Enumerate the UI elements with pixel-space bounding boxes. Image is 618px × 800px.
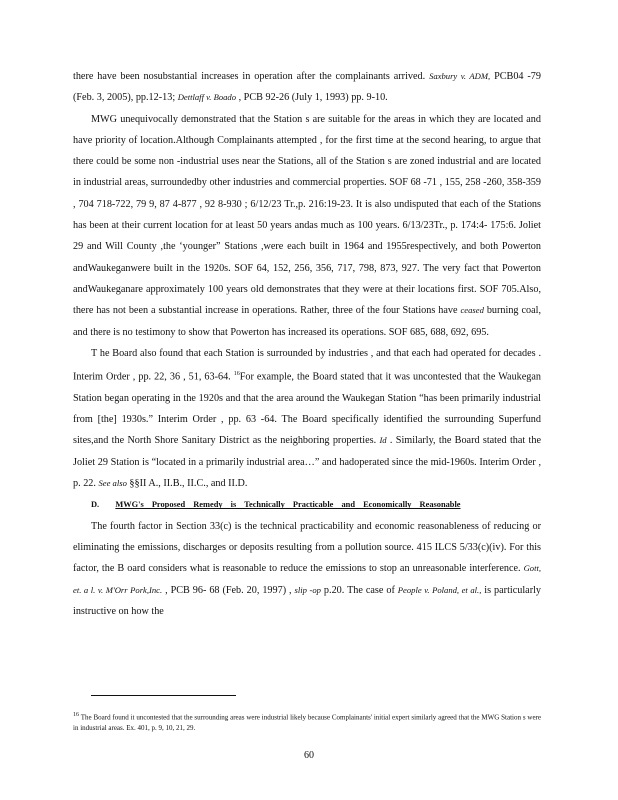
text-run: PCB04 -79 (Feb. 3, 2005), pp.12-13; bbox=[73, 71, 541, 104]
footnote-reference: 16 bbox=[233, 371, 240, 378]
case-citation: People v. Poland, et al., bbox=[397, 584, 482, 595]
footnote-text: The Board found it uncontested that the surrounding areas were industrial likely because Complainants' initial expert similarly agreed that the MWG Station s were in industrial areas. Ex. 401, p. 9, 10, 21, 29. bbox=[73, 713, 541, 733]
text-run: §§II A., II.B., II.C., and II.D. bbox=[126, 478, 248, 490]
text-run: For example, the Board stated that it was uncontested that the Waukegan Station began operating in the 1920s and that the area around the Waukegan Station “has been primarily industrial from [the] 1930s.” Interim Order , pp. 63 -64. The Board specifically identified the surrounding Superfund sites,and the North Shore Sanitary District as the neighboring properties. bbox=[73, 371, 541, 447]
text-run: p.20. The case of bbox=[320, 584, 398, 596]
page-number: 60 bbox=[304, 750, 314, 761]
text-run: . Similarly, the Board stated that the Joliet 29 Station is “located in a primarily industrial area…” and hadoperated since the mid-1960s. Interim Order , p. 22. bbox=[73, 435, 541, 490]
text-run: burning coal, and there is no testimony to show that Powerton has increased its operations. SOF 685, 688, 692, 695. bbox=[73, 305, 541, 338]
text-run: , PCB 92-26 (July 1, 1993) pp. 9-10. bbox=[236, 92, 388, 104]
text-run: is particularly instructive on how the bbox=[73, 584, 542, 617]
section-number: D. bbox=[91, 500, 100, 510]
text-run: MWG unequivocally demonstrated that the Station s are suitable for the areas in which they are located and have priority of location.Although Complainants attempted , for the first time at the second hearing, to argue that there could be some non -industrial uses near the Stations, all of the Station s are zoned industrial and are located in industrial areas, surroundedby other industries and commercial properties. SOF 68 -71 , 155, 258 -260, 358-359 , 704 718-722, 79 9, 87 4-877 , 92 8-930 ; 6/12/23 Tr.,p. 216:19-23. It is also undisputed that each of the Stations has been at their current location for at least 50 years andas much as 100 years. 6/13/23Tr., p. 174:4- 175:6. Joliet 29 and Will County ,the ‘younger” Stations ,were each built in 1964 and 1955respectively, and both Powerton andWaukeganwere built in the 1920s. SOF 64, 152, 256, 356, 717, 798, 873, 927. The very fact that Powerton andWaukeganare approximately 100 years old demonstrates that they were at their locations first. SOF 705.Also, there has not been a substantial increase in operations. Rather, three of the four Stations have bbox=[73, 113, 541, 317]
paragraph-4 bbox=[73, 516, 541, 622]
section-title: MWG's Proposed Remedy is Technically Practicable and Economically Reasonable bbox=[115, 500, 461, 510]
paragraph-2 bbox=[73, 109, 541, 343]
text-run: T he Board also found that each Station is surrounded by industries , and that each had operated for decades . Interim Order , pp. 22, 36 , 51, 63-64. bbox=[73, 347, 541, 383]
italic-text: slip -op bbox=[294, 584, 321, 595]
paragraph-1 bbox=[73, 66, 541, 109]
footnote-number: 16 bbox=[73, 712, 79, 718]
italic-text: ceased bbox=[460, 305, 484, 316]
text-run: there have been nosubstantial increases in operation after the complainants arrived. bbox=[73, 71, 430, 82]
section-heading bbox=[73, 494, 541, 515]
case-citation: Gott, et. a l. v. M'Orr Pork,Inc. bbox=[73, 563, 541, 595]
case-citation: Dettlaff v. Boado bbox=[177, 92, 237, 103]
text-run: The fourth factor in Section 33(c) is the technical practicability and economic reasonableness of reducing or eliminating the emissions, discharges or deposits resulting from a pollution source. 415 ILCS 5/33(c)(iv). For this factor, the B oard considers what is reasonable to reduce the emissions to stop an unreasonable interference. bbox=[73, 520, 541, 575]
text-run: , PCB 96- 68 (Feb. 20, 1997) , bbox=[162, 584, 295, 596]
italic-text: See also bbox=[98, 478, 127, 489]
footnote-separator bbox=[91, 695, 236, 696]
body-text bbox=[73, 66, 541, 622]
footnote bbox=[73, 710, 541, 734]
case-citation: Saxbury v. ADM, bbox=[429, 71, 491, 81]
italic-text: Id bbox=[379, 435, 387, 446]
paragraph-3 bbox=[73, 343, 541, 494]
